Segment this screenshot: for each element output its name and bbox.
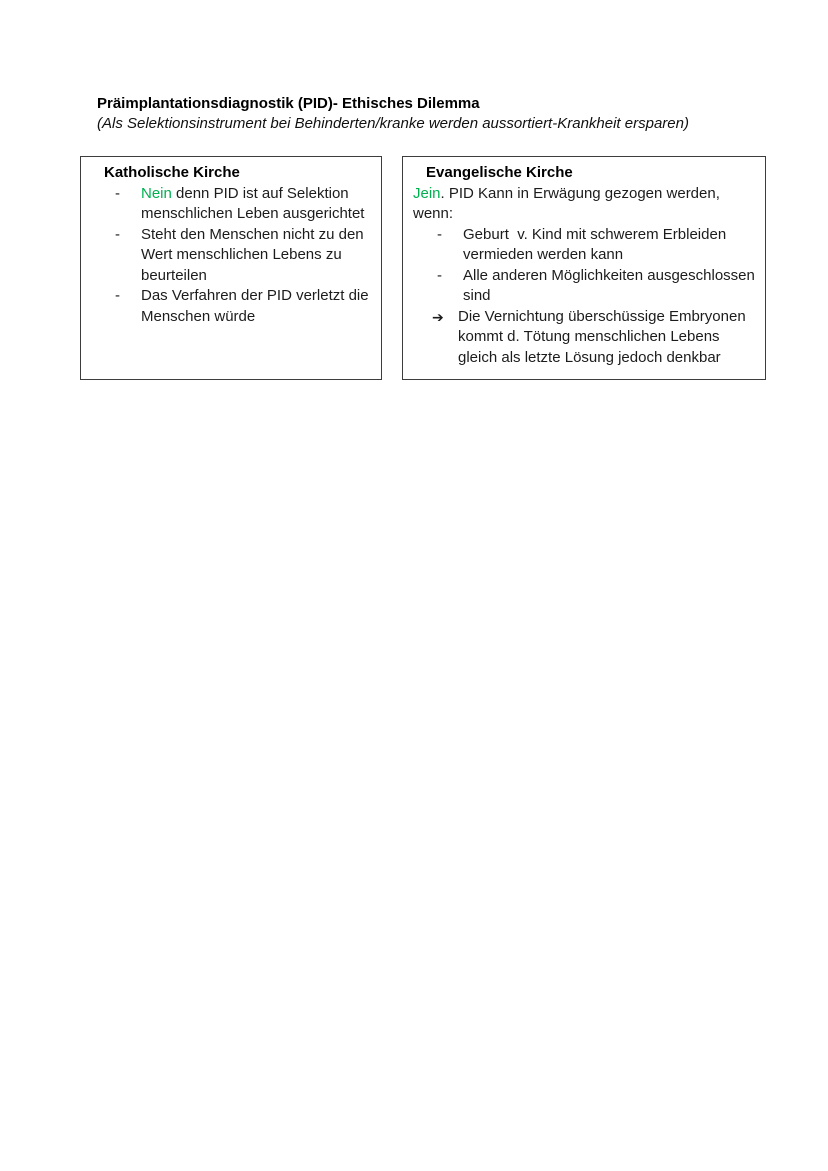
dash-marker: -: [115, 225, 120, 243]
item-rest: denn PID ist auf Selektion menschlichen Leben ausgerichtet: [141, 184, 365, 222]
intro-rest: . PID Kann in Erwägung gezogen werden, wenn:: [413, 184, 720, 222]
katholische-kirche-box: [80, 156, 382, 380]
list-item: [115, 286, 371, 327]
item-text: Steht den Menschen nicht zu den Wert menschlichen Lebens zu beurteilen: [141, 225, 368, 284]
arrow-icon: ➔: [432, 308, 444, 325]
list-item: [115, 184, 371, 225]
dash-marker: -: [437, 266, 442, 284]
list-item-arrow: [432, 307, 755, 369]
evangelisch-list: [413, 225, 760, 369]
page-subtitle: (Als Selektionsinstrument bei Behinderten/kranke werden aussortiert-Krankheit ersparen): [97, 115, 689, 132]
list-item: [437, 225, 755, 266]
item-text: Die Vernichtung überschüssige Embryonen kommt d. Tötung menschlichen Lebens gleich als letzte Lösung jedoch denkbar: [458, 307, 750, 366]
item-text: Das Verfahren der PID verletzt die Menschen würde: [141, 287, 373, 325]
list-item: [115, 225, 371, 287]
highlight-nein: Nein: [141, 184, 172, 202]
item-text: [141, 184, 371, 225]
katholische-kirche-heading: Katholische Kirche: [104, 164, 240, 181]
dash-marker: -: [115, 184, 120, 202]
evangelische-kirche-box: [402, 156, 766, 380]
evangelische-kirche-heading: Evangelische Kirche: [426, 164, 573, 181]
dash-marker: -: [115, 287, 120, 304]
katholisch-list: [91, 184, 371, 328]
list-item: [437, 266, 760, 307]
highlight-jein: Jein: [413, 184, 441, 202]
page-title: Präimplantationsdiagnostik (PID)- Ethisches Dilemma: [97, 95, 480, 112]
item-text: Alle anderen Möglichkeiten ausgeschlossen sind: [463, 266, 760, 304]
item-text: Geburt v. Kind mit schwerem Erbleiden vermieden werden kann: [463, 225, 731, 263]
intro-paragraph: [413, 184, 755, 225]
comparison-boxes: [80, 156, 766, 380]
dash-marker: -: [437, 225, 442, 243]
